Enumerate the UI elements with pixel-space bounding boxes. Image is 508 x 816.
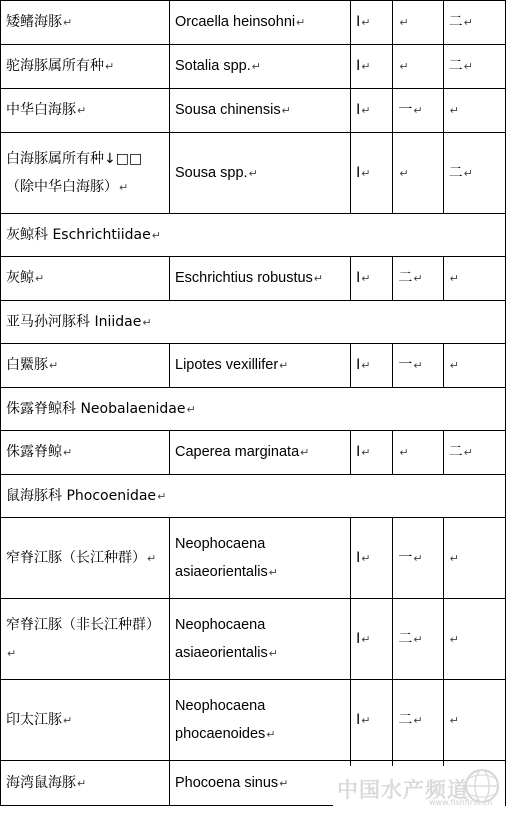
category-1-cell [351, 89, 393, 133]
paragraph-mark: ↵ [147, 551, 157, 565]
category-3-cell [443, 1, 505, 45]
category-1-cell [351, 518, 393, 599]
species-latin-name-text: Caperea marginata [175, 444, 300, 460]
paragraph-mark: ↵ [268, 647, 278, 660]
paragraph-mark: ↵ [248, 167, 258, 180]
paragraph-mark: ↵ [361, 272, 371, 285]
category-1-cell [351, 431, 393, 475]
paragraph-mark: ↵ [105, 60, 115, 73]
paragraph-mark: ↵ [157, 489, 167, 503]
category-3-text: 二 [448, 14, 463, 30]
table-row [1, 344, 506, 388]
paragraph-mark: ↵ [279, 360, 289, 372]
species-latin-name-cell [170, 1, 351, 45]
paragraph-mark: ↵ [266, 728, 276, 741]
category-2-cell [393, 599, 443, 680]
category-2-text: 一 [398, 357, 413, 373]
species-latin-name-cell [170, 761, 351, 806]
category-3-cell [443, 257, 505, 301]
paragraph-mark: ↵ [300, 447, 310, 459]
species-chinese-name-cell [1, 431, 170, 475]
family-label: 侏露脊鲸科 Neobalaenidae [6, 400, 186, 417]
species-chinese-name-cell [1, 45, 170, 89]
family-cell [1, 214, 506, 257]
paragraph-mark: ↵ [463, 166, 473, 180]
paragraph-mark: ↵ [186, 402, 196, 416]
category-3-cell [443, 599, 505, 680]
species-latin-name-text: Sotalia spp. [175, 58, 251, 74]
family-row [1, 388, 506, 431]
category-2-cell [393, 680, 443, 761]
species-latin-name-text: Sousa spp. [175, 164, 248, 181]
category-3-text: 二 [448, 58, 463, 74]
category-3-text: 二 [448, 164, 463, 181]
category-2-text: 二 [398, 711, 413, 728]
category-2-cell [393, 133, 443, 214]
species-latin-name-cell [170, 133, 351, 214]
species-chinese-name-cell [1, 257, 170, 301]
species-chinese-name-text: 窄脊江豚（长江种群） [6, 549, 146, 566]
species-chinese-name-text: 侏露脊鲸 [6, 444, 62, 460]
category-1-cell [351, 45, 393, 89]
paragraph-mark: ↵ [281, 105, 291, 117]
paragraph-mark: ↵ [449, 104, 459, 117]
species-chinese-name-text: 白鱀豚 [6, 357, 48, 373]
species-latin-name-text: Lipotes vexillifer [175, 357, 279, 373]
category-1-text: Ⅰ [356, 58, 361, 74]
category-2-cell [393, 431, 443, 475]
family-row [1, 301, 506, 344]
category-3-cell [443, 344, 505, 388]
category-1-text: Ⅰ [356, 711, 361, 728]
category-1-text: Ⅰ [356, 164, 361, 181]
species-chinese-name-text: 灰鲸 [6, 270, 34, 286]
paragraph-mark: ↵ [77, 104, 87, 117]
family-cell [1, 301, 506, 344]
paragraph-mark: ↵ [361, 16, 371, 29]
species-latin-name-text: Phocoena sinus [175, 774, 279, 791]
category-2-text: 一 [398, 549, 413, 566]
paragraph-mark: ↵ [77, 776, 87, 790]
species-chinese-name-cell [1, 518, 170, 599]
category-3-cell [443, 431, 505, 475]
family-cell [1, 475, 506, 518]
category-1-text: Ⅰ [356, 102, 361, 118]
paragraph-mark: ↵ [7, 646, 17, 660]
family-label: 鼠海豚科 Phocoenidae [6, 487, 157, 504]
paragraph-mark: ↵ [399, 166, 409, 180]
paragraph-mark: ↵ [361, 60, 371, 73]
paragraph-mark: ↵ [413, 104, 423, 117]
category-2-cell [393, 257, 443, 301]
globe-icon [461, 766, 503, 806]
paragraph-mark: ↵ [268, 566, 278, 579]
watermark-url: www.fishfirst.cn [429, 798, 493, 807]
paragraph-mark: ↵ [413, 551, 423, 565]
species-chinese-name-text: 中华白海豚 [6, 102, 76, 118]
paragraph-mark: ↵ [413, 359, 423, 372]
species-chinese-name-cell [1, 344, 170, 388]
species-latin-name-text: Eschrichtius robustus [175, 270, 313, 286]
category-3-cell [443, 518, 505, 599]
species-latin-name-cell [170, 344, 351, 388]
paragraph-mark: ↵ [413, 272, 423, 285]
category-1-cell [351, 257, 393, 301]
paragraph-mark: ↵ [313, 273, 324, 285]
species-latin-name-text: Sousa chinensis [175, 102, 281, 118]
category-1-text: Ⅰ [356, 444, 361, 460]
paragraph-mark: ↵ [399, 446, 409, 459]
family-row [1, 475, 506, 518]
paragraph-mark: ↵ [413, 632, 423, 646]
species-chinese-name-cell [1, 1, 170, 45]
paragraph-mark: ↵ [361, 551, 371, 565]
paragraph-mark: ↵ [361, 446, 371, 459]
category-1-text: Ⅰ [356, 14, 361, 30]
species-chinese-name-cell [1, 761, 170, 806]
category-2-text: 二 [398, 630, 413, 647]
species-latin-name-cell [170, 89, 351, 133]
category-3-cell [443, 45, 505, 89]
table-row [1, 1, 506, 45]
family-cell [1, 388, 506, 431]
category-3-cell [443, 89, 505, 133]
species-latin-name-cell [170, 680, 351, 761]
table-row [1, 680, 506, 761]
table-row [1, 257, 506, 301]
species-chinese-name-cell [1, 599, 170, 680]
category-2-cell [393, 518, 443, 599]
paragraph-mark: ↵ [361, 104, 371, 117]
category-1-text: Ⅰ [356, 270, 361, 286]
paragraph-mark: ↵ [142, 315, 152, 329]
paragraph-mark: ↵ [413, 713, 423, 727]
paragraph-mark: ↵ [361, 713, 371, 727]
category-1-cell [351, 680, 393, 761]
species-chinese-name-text: 海湾鼠海豚 [6, 774, 76, 791]
paragraph-mark: ↵ [296, 17, 306, 29]
table-row [1, 89, 506, 133]
species-latin-name-cell [170, 45, 351, 89]
species-latin-name-cell [170, 257, 351, 301]
paragraph-mark: ↵ [119, 180, 129, 194]
paragraph-mark: ↵ [35, 272, 45, 285]
family-label: 灰鲸科 Eschrichtiidae [6, 226, 151, 243]
paragraph-mark: ↵ [449, 272, 459, 285]
watermark [333, 766, 505, 812]
category-1-cell [351, 133, 393, 214]
table-row [1, 599, 506, 680]
table-row [1, 431, 506, 475]
category-2-cell [393, 45, 443, 89]
category-1-cell [351, 1, 393, 45]
species-chinese-name-text: 印太江豚 [6, 711, 62, 728]
category-2-cell [393, 1, 443, 45]
species-chinese-name-text: 矮鳍海豚 [6, 14, 62, 30]
table-body [1, 1, 506, 806]
watermark-text: 中国水产频道 [337, 778, 469, 802]
paragraph-mark: ↵ [399, 60, 409, 73]
paragraph-mark: ↵ [399, 16, 409, 29]
paragraph-mark: ↵ [463, 60, 473, 73]
species-latin-name-text: Neophocaena phocaenoides [175, 697, 266, 742]
paragraph-mark: ↵ [361, 359, 371, 372]
species-chinese-name-text: 白海豚属所有种↓□□（除中华白海豚） [6, 150, 143, 195]
category-3-text: 二 [448, 444, 463, 460]
category-3-cell [443, 133, 505, 214]
paragraph-mark: ↵ [361, 166, 371, 180]
family-label: 亚马孙河豚科 Iniidae [6, 313, 142, 330]
paragraph-mark: ↵ [449, 359, 459, 372]
category-1-text: Ⅰ [356, 549, 361, 566]
category-1-cell [351, 344, 393, 388]
paragraph-mark: ↵ [49, 359, 59, 372]
species-latin-name-text: Neophocaena asiaeorientalis [175, 535, 268, 580]
paragraph-mark: ↵ [449, 713, 459, 727]
paragraph-mark: ↵ [279, 777, 289, 790]
species-chinese-name-cell [1, 133, 170, 214]
paragraph-mark: ↵ [449, 632, 459, 646]
species-chinese-name-text: 驼海豚属所有种 [6, 58, 104, 74]
category-2-cell [393, 89, 443, 133]
species-chinese-name-cell [1, 680, 170, 761]
paragraph-mark: ↵ [251, 61, 261, 73]
table-row [1, 133, 506, 214]
species-latin-name-cell [170, 518, 351, 599]
family-row [1, 214, 506, 257]
category-1-text: Ⅰ [356, 630, 361, 647]
paragraph-mark: ↵ [449, 551, 459, 565]
paragraph-mark: ↵ [63, 713, 73, 727]
paragraph-mark: ↵ [361, 632, 371, 646]
species-latin-name-cell [170, 599, 351, 680]
species-latin-name-text: Orcaella heinsohni [175, 14, 296, 30]
species-latin-name-cell [170, 431, 351, 475]
category-1-cell [351, 599, 393, 680]
category-2-cell [393, 344, 443, 388]
category-1-text: Ⅰ [356, 357, 361, 373]
paragraph-mark: ↵ [463, 16, 473, 29]
paragraph-mark: ↵ [63, 16, 73, 29]
species-chinese-name-text: 窄脊江豚（非长江种群） [6, 616, 160, 633]
category-3-cell [443, 680, 505, 761]
table-row [1, 45, 506, 89]
category-2-text: 一 [398, 102, 413, 118]
paragraph-mark: ↵ [63, 446, 73, 459]
species-chinese-name-cell [1, 89, 170, 133]
species-latin-name-text: Neophocaena asiaeorientalis [175, 616, 268, 661]
table-row [1, 518, 506, 599]
paragraph-mark: ↵ [463, 446, 473, 459]
category-2-text: 二 [398, 270, 413, 286]
paragraph-mark: ↵ [151, 228, 161, 242]
